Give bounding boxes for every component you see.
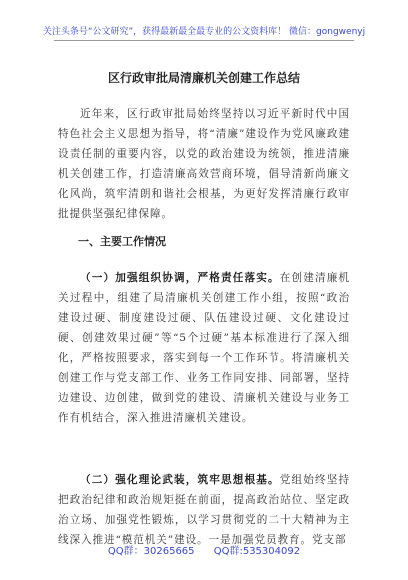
section-heading-main-work: 一、主要工作情况 [78, 235, 166, 248]
header-notice: 关注头条号“公文研究”，获得最新最全最专业的公文资料库！ 微信：gongwenyj [42, 27, 366, 37]
header-divider [54, 40, 354, 41]
item-paragraph-organization [58, 268, 350, 428]
document-title: 区行政审批局清廉机关创建工作总结 [107, 71, 300, 85]
item-heading-organization: （一）加强组织协调，严格责任落实。 [80, 271, 280, 284]
item-text-theory: 党组始终坚持把政治纪律和政治规矩挺在前面，提高政治站位、坚定政治立场、加强党性锻炼，以学习贯彻党的二十大精神为主线深入推进“模范机关”建设。一是加强党员教育。党支部 [58, 473, 350, 546]
item-text-organization: 在创建清廉机关过程中，组建了局清廉机关创建工作小组，按照“政治建设过硬、制度建设过硬、队伍建设过硬、文化建设过硬、创建效果过硬”等“5个过硬”基本标准进行了深入细化，严格按照要求，落实到每一个工作环节。将清廉机关创建工作与党支部工作、业务工作同安排、同部署，坚持边建设、边创建，做到党的建设、清廉机关建设与业务工作有机结合，深入推进清廉机关建设。 [58, 271, 350, 424]
item-paragraph-theory [58, 470, 350, 550]
footer-qq-group-2: QQ群:535304092 [213, 546, 301, 557]
footer-qq-group-1: QQ群：30265665 [107, 546, 195, 557]
item-heading-theory: （二）强化理论武装，筑牢思想根基。 [80, 473, 280, 486]
footer-contact [0, 542, 408, 557]
intro-paragraph: 近年来，区行政审批局始终坚持以习近平新时代中国特色社会主义思想为指导，将“清廉”建设作为党风廉政建设责任制的重要内容，以党的政治建设为统领，推进清廉机关创建工作，打造清廉高效营商环境，倡导清新尚廉文化风尚，筑牢清朗和谐社会根基，为更好发挥清廉行政审批提供坚强纪律保障。 [58, 107, 350, 220]
